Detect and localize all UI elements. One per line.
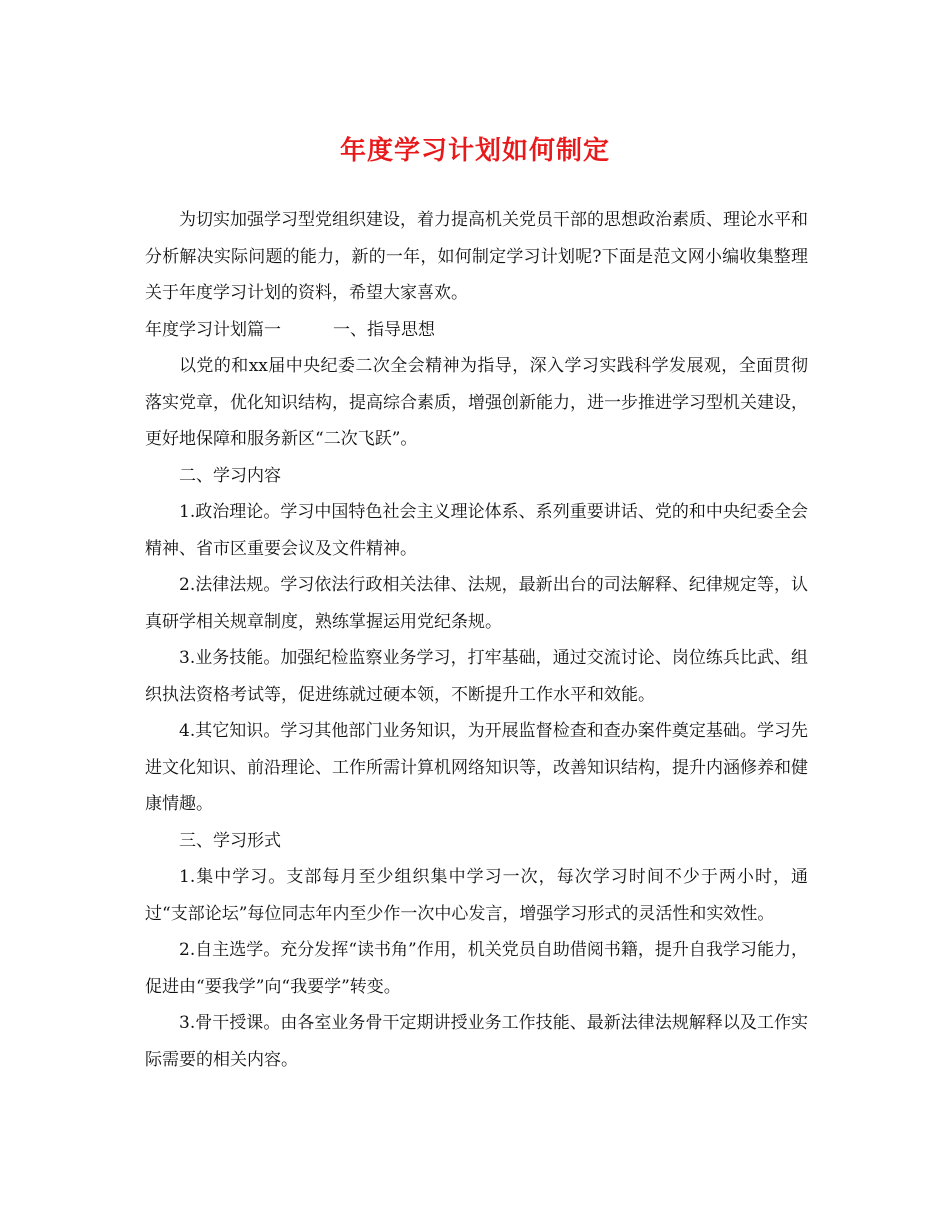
section-label: 年度学习计划篇一 — [145, 319, 281, 340]
study-content-item-3: 3.业务技能。加强纪检监察业务学习，打牢基础，通过交流讨论、岗位练兵比武、组织执法资格考试等，促进练就过硬本领，不断提升工作水平和效能。 — [145, 648, 808, 705]
document-title: 年度学习计划如何制定 — [339, 136, 610, 166]
heading-study-content: 二、学习内容 — [179, 465, 281, 486]
heading-guiding-thought: 一、指导思想 — [333, 319, 435, 340]
heading-study-form: 三、学习形式 — [179, 830, 281, 851]
study-content-item-2: 2.法律法规。学习依法行政相关法律、法规，最新出台的司法解释、纪律规定等，认真研学相关规章制度，熟练掌握运用党纪条规。 — [145, 575, 808, 632]
study-content-item-1: 1.政治理论。学习中国特色社会主义理论体系、系列重要讲话、党的和中央纪委全会精神、省市区重要会议及文件精神。 — [145, 502, 808, 559]
study-form-item-1: 1.集中学习。支部每月至少组织集中学习一次，每次学习时间不少于两小时，通过“支部论坛”每位同志年内至少作一次中心发言，增强学习形式的灵活性和实效性。 — [145, 867, 808, 924]
study-content-item-4: 4.其它知识。学习其他部门业务知识，为开展监督检查和查办案件奠定基础。学习先进文化知识、前沿理论、工作所需计算机网络知识等，改善知识结构，提升内涵修养和健康情趣。 — [145, 721, 808, 814]
intro-paragraph: 为切实加强学习型党组织建设，着力提高机关党员干部的思想政治素质、理论水平和分析解决实际问题的能力，新的一年，如何制定学习计划呢?下面是范文网小编收集整理关于年度学习计划的资料，希望大家喜欢。 — [145, 210, 808, 303]
document-body — [145, 202, 808, 1078]
study-form-item-2: 2.自主选学。充分发挥“读书角”作用，机关党员自助借阅书籍，提升自我学习能力，促进由“要我学”向“我要学”转变。 — [145, 940, 808, 997]
section-line — [145, 312, 808, 349]
study-form-item-3: 3.骨干授课。由各室业务骨干定期讲授业务工作技能、最新法律法规解释以及工作实际需要的相关内容。 — [145, 1013, 808, 1070]
guiding-thought-paragraph: 以党的和xx届中央纪委二次全会精神为指导，深入学习实践科学发展观，全面贯彻落实党章，优化知识结构，提高综合素质，增强创新能力，进一步推进学习型机关建设，更好地保障和服务新区“二次飞跃”。 — [145, 356, 808, 449]
